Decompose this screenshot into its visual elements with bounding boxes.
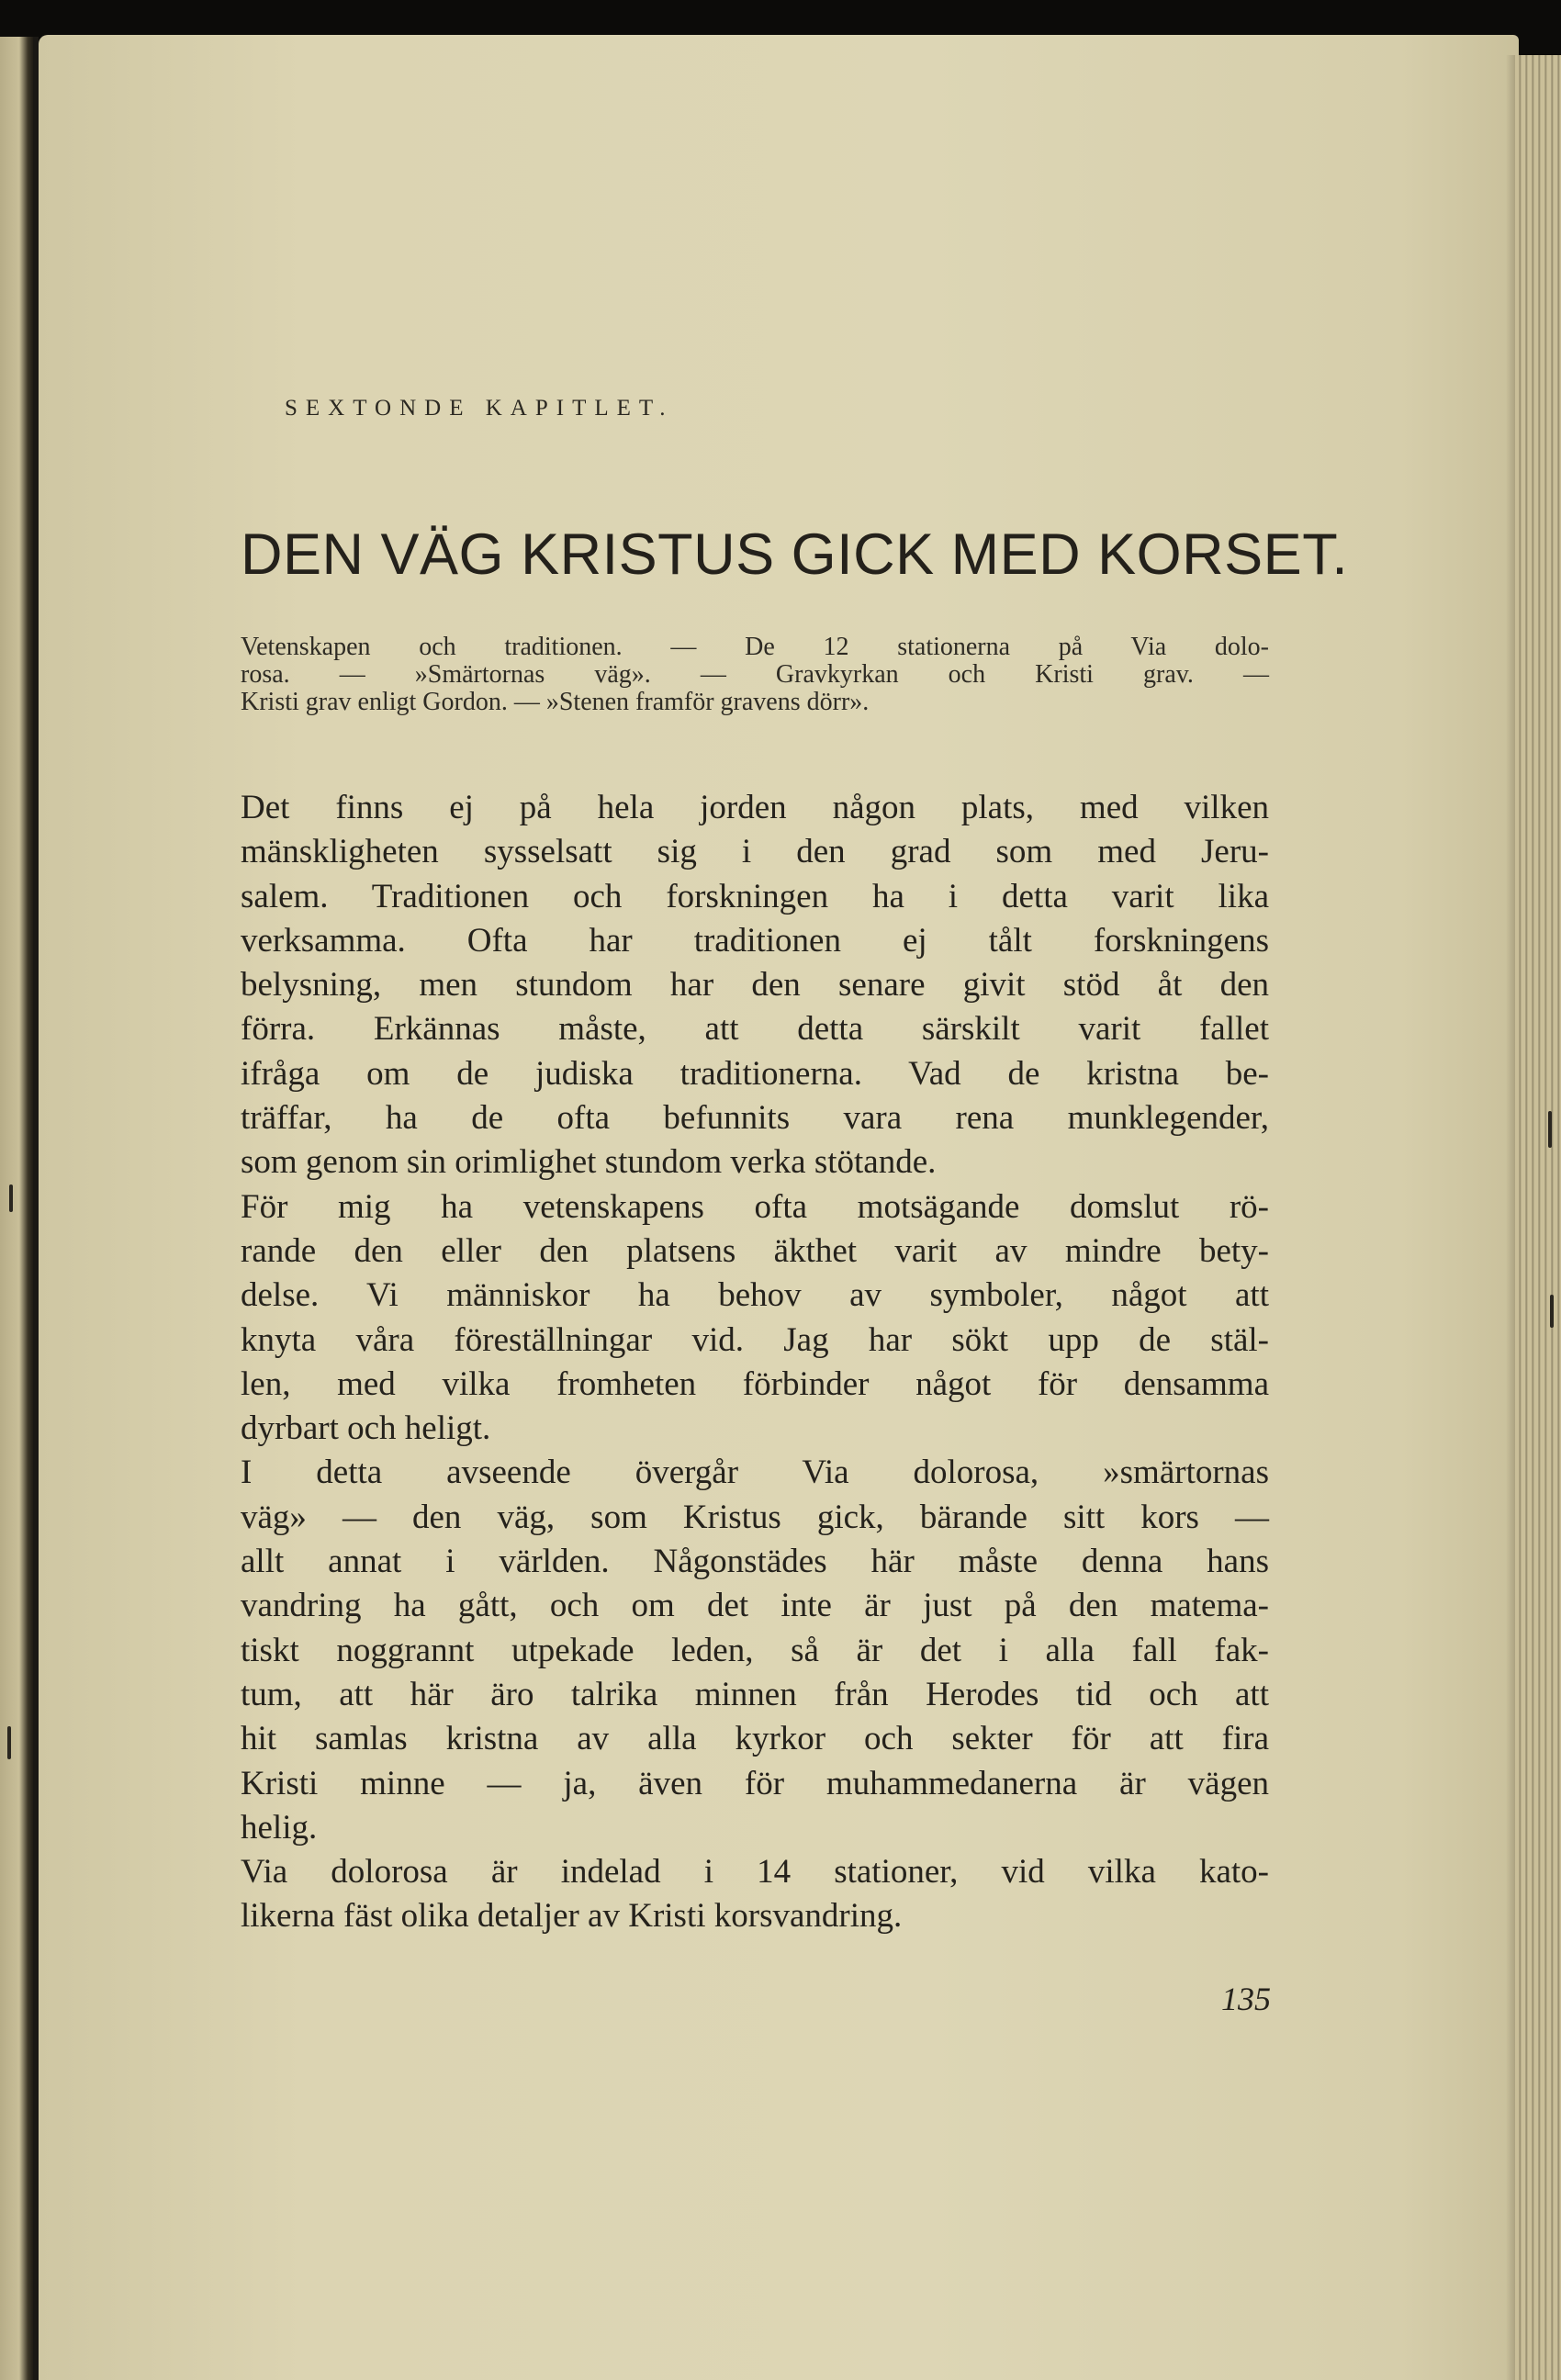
body-line: dyrbart och heligt.	[241, 1409, 491, 1448]
body-line: len, med vilka fromheten förbinder något för densamma	[241, 1364, 1269, 1403]
body-line: allt annat i världen. Någonstädes här måste denna hans	[241, 1543, 1269, 1581]
chapter-summary	[241, 634, 1269, 716]
left-page-edge	[0, 37, 35, 2380]
body-line: salem. Traditionen och forskningen ha i detta varit lika	[241, 877, 1269, 915]
body-line: helig.	[241, 1808, 318, 1847]
body-line: belysning, men stundom har den senare givit stöd åt den	[241, 966, 1269, 1005]
body-line: Det finns ej på hela jorden någon plats, med vilken	[241, 789, 1269, 826]
chapter-title: DEN VÄG KRISTUS GICK MED KORSET.	[241, 522, 1349, 587]
body-line: rande den eller den platsens äkthet varit av mindre bety-	[241, 1231, 1269, 1270]
page-number: 135	[1221, 1981, 1271, 2017]
body-line: tiskt noggrannt utpekade leden, så är det i alla fall fak-	[241, 1631, 1269, 1669]
book-page	[39, 35, 1519, 2380]
summary-line: rosa. — »Smärtornas väg». — Gravkyrkan och Kristi grav. —	[241, 660, 1269, 689]
body-line: förra. Erkännas måste, att detta särskilt varit fallet	[241, 1010, 1269, 1049]
body-line: väg» — den väg, som Kristus gick, bärande sitt kors —	[241, 1498, 1269, 1536]
body-line: likerna fäst olika detaljer av Kristi korsvandring.	[241, 1897, 903, 1936]
body-line: För mig ha vetenskapens ofta motsägande domslut rö-	[241, 1187, 1269, 1226]
body-line: ifråga om de judiska traditionerna. Vad de kristna be-	[241, 1054, 1269, 1093]
body-text	[241, 786, 1269, 1939]
summary-line: Kristi grav enligt Gordon. — »Stenen framför gravens dörr».	[241, 688, 870, 716]
summary-line: Vetenskapen och traditionen. — De 12 stationerna på Via dolo-	[241, 633, 1269, 661]
body-line: träffar, ha de ofta befunnits vara rena munklegender,	[241, 1099, 1269, 1138]
body-line: Kristi minne — ja, även för muhammedanerna är vägen	[241, 1764, 1269, 1802]
body-line: vandring ha gått, och om det inte är just på den matema-	[241, 1587, 1269, 1625]
body-line: verksamma. Ofta har traditionen ej tålt forskningens	[241, 921, 1269, 960]
margin-mark	[1550, 1295, 1554, 1328]
body-line: mänskligheten sysselsatt sig i den grad som med Jeru-	[241, 833, 1269, 871]
body-line: Via dolorosa är indelad i 14 stationer, vid vilka kato-	[241, 1853, 1269, 1892]
body-line: delse. Vi människor ha behov av symboler, något att	[241, 1276, 1269, 1315]
margin-mark	[9, 1184, 13, 1212]
body-line: I detta avseende övergår Via dolorosa, »smärtornas	[241, 1454, 1269, 1492]
body-line: hit samlas kristna av alla kyrkor och sekter för att fira	[241, 1720, 1269, 1758]
margin-mark	[1548, 1111, 1552, 1148]
body-line: som genom sin orimlighet stundom verka stötande.	[241, 1143, 937, 1182]
stacked-page-edges	[1515, 55, 1561, 2380]
margin-mark	[7, 1726, 11, 1759]
body-line: tum, att här äro talrika minnen från Herodes tid och att	[241, 1675, 1269, 1713]
body-line: knyta våra föreställningar vid. Jag har sökt upp de stäl-	[241, 1320, 1269, 1359]
running-head: SEXTONDE KAPITLET.	[285, 396, 674, 421]
